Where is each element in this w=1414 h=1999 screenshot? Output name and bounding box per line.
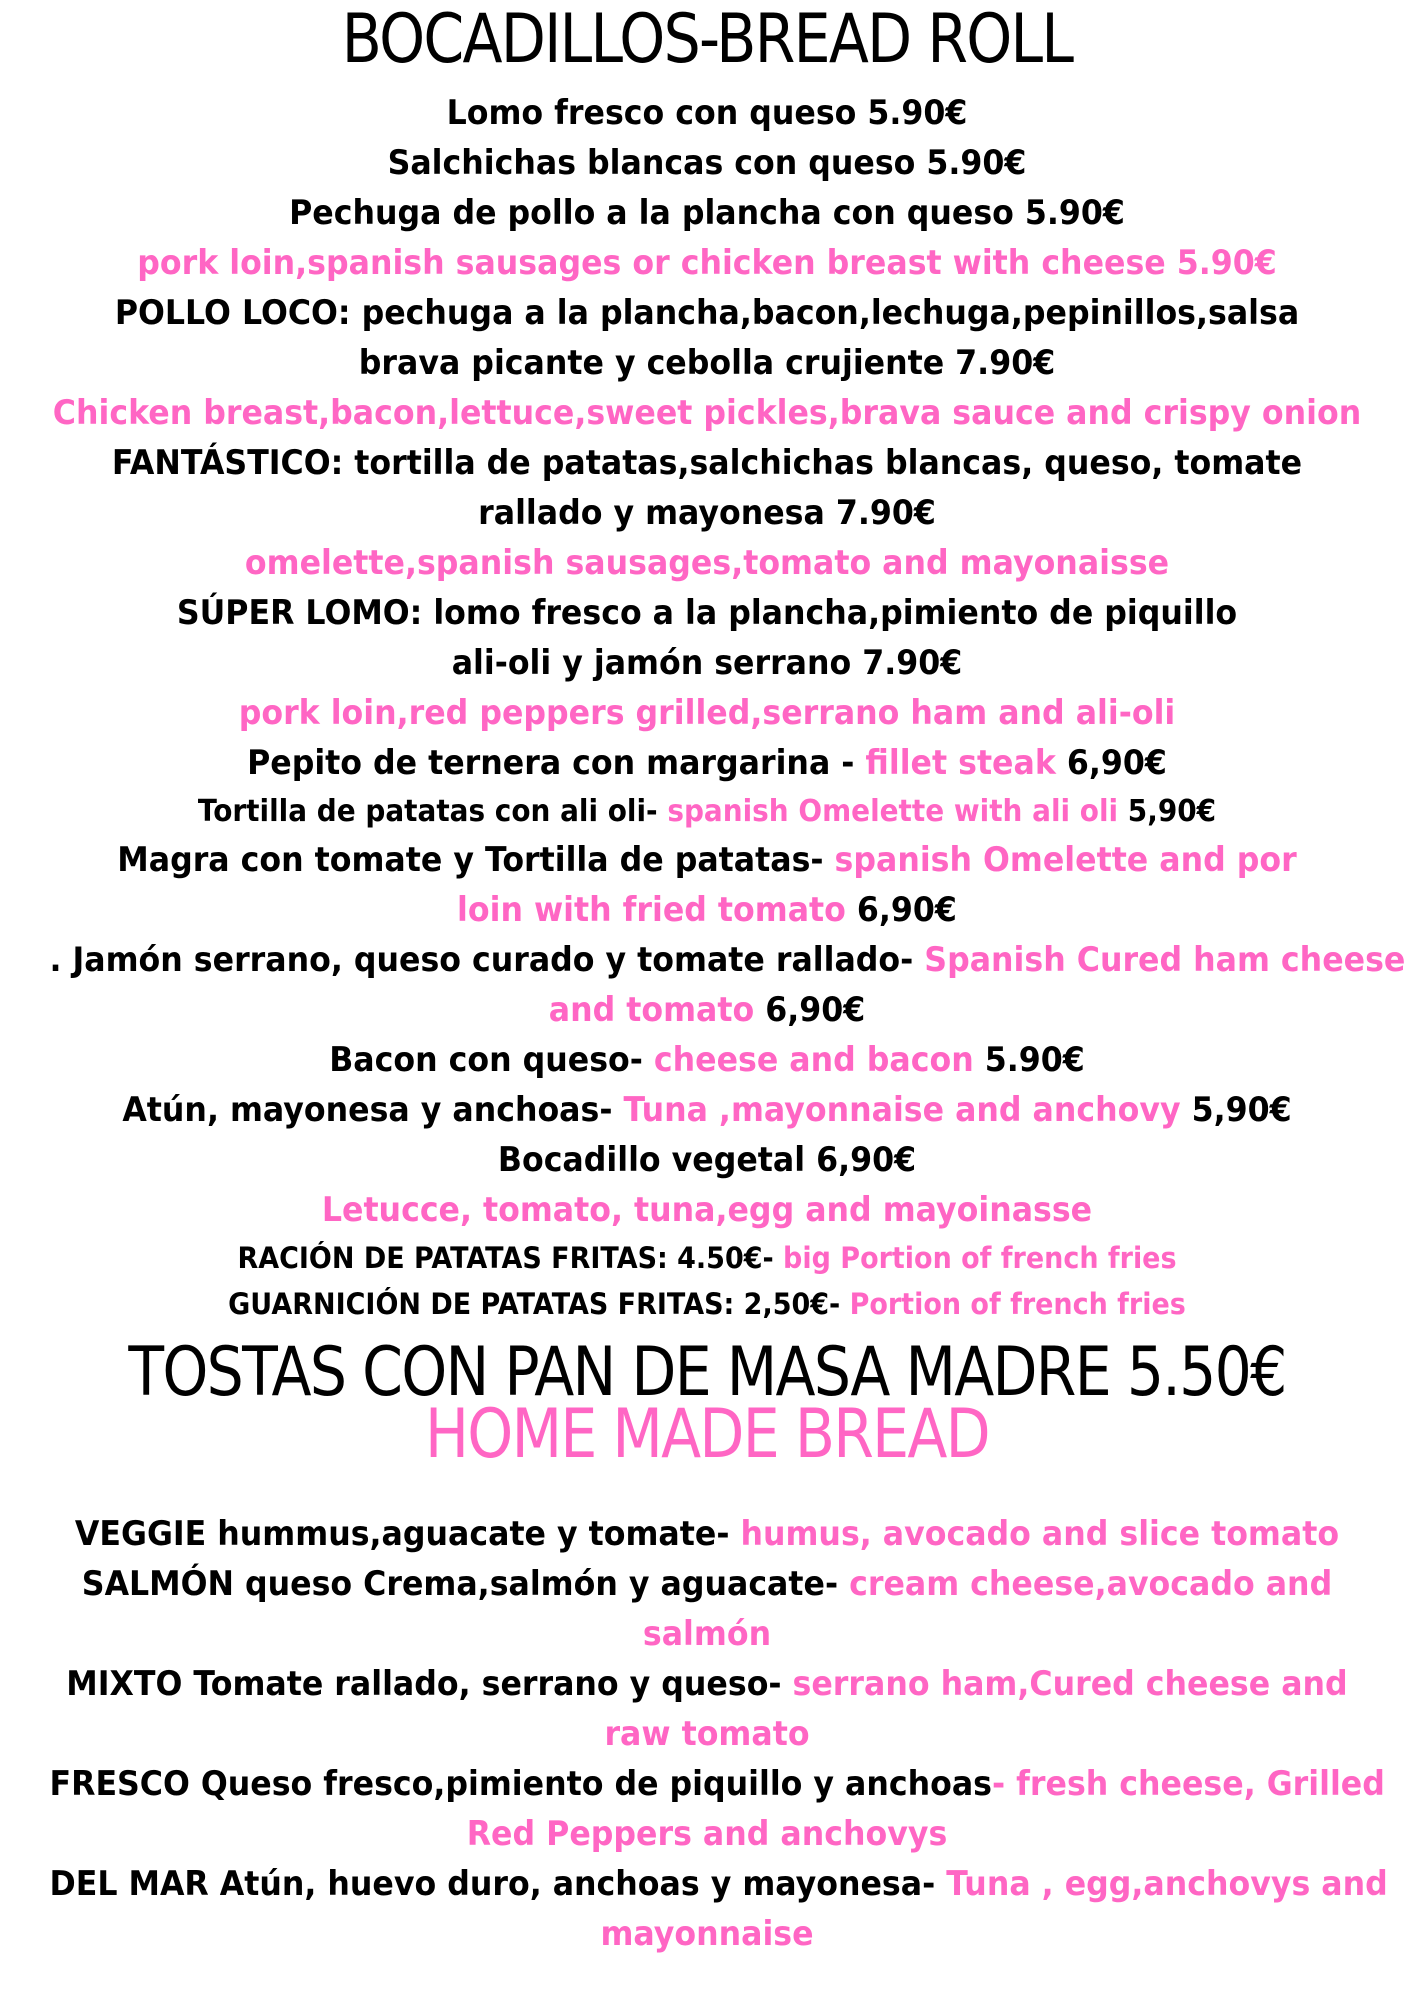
menu-line xyxy=(49,985,1364,1035)
menu-line xyxy=(49,588,1364,638)
english-text: loin with fried tomato xyxy=(457,890,846,930)
english-text: Chicken breast,bacon,lettuce,sweet pickles,brava sauce and crispy onion xyxy=(52,393,1362,433)
spanish-text: GUARNICIÓN DE PATATAS FRITAS: 2,50€- xyxy=(228,1287,850,1321)
menu-line xyxy=(49,1135,1364,1185)
english-text: serrano ham,Cured cheese and xyxy=(792,1664,1348,1704)
spanish-text: Pepito de ternera con margarina - xyxy=(247,743,866,783)
spanish-text: Magra con tomate y Tortilla de patatas- xyxy=(117,840,835,880)
price-text: 6,90€ xyxy=(845,890,957,930)
english-text: salmón xyxy=(642,1614,772,1654)
spanish-text: RACIÓN DE PATATAS FRITAS: 4.50€- xyxy=(237,1241,784,1275)
spanish-text: MIXTO Tomate rallado, serrano y queso- xyxy=(66,1664,793,1704)
menu-line xyxy=(49,1709,1364,1759)
english-text: omelette,spanish sausages,tomato and mayonaisse xyxy=(244,543,1170,583)
spanish-text: Lomo fresco con queso 5.90€ xyxy=(446,93,968,133)
english-text: Tuna ,mayonnaise and anchovy xyxy=(623,1090,1181,1130)
menu-line xyxy=(49,438,1364,488)
spanish-text: SALMÓN queso Crema,salmón y aguacate- xyxy=(81,1564,850,1604)
menu-line xyxy=(49,238,1364,288)
menu-line xyxy=(49,835,1364,885)
menu-line xyxy=(49,1809,1364,1859)
english-text: Portion of french fries xyxy=(849,1287,1186,1321)
english-text: mayonnaise xyxy=(600,1914,814,1954)
menu-line xyxy=(49,188,1364,238)
spanish-text: Salchichas blancas con queso 5.90€ xyxy=(387,143,1027,183)
bocadillos-list xyxy=(0,88,1414,1327)
english-text: Letucce, tomato, tuna,egg and mayoinasse xyxy=(321,1190,1093,1230)
menu-line xyxy=(49,738,1364,788)
spanish-text: Pechuga de pollo a la plancha con queso 5.90€ xyxy=(289,193,1125,233)
english-text: big Portion of french fries xyxy=(783,1241,1177,1275)
spanish-text: FANTÁSTICO: tortilla de patatas,salchichas blancas, queso, tomate xyxy=(111,443,1303,483)
spanish-text: ali-oli y jamón serrano 7.90€ xyxy=(451,643,963,683)
english-text: pork loin,spanish sausages or chicken breast with cheese 5.90€ xyxy=(137,243,1277,283)
tostas-title: TOSTAS CON PAN DE MASA MADRE 5.50€ xyxy=(128,1333,1286,1412)
menu-line xyxy=(49,1509,1364,1559)
menu-line xyxy=(49,538,1364,588)
spanish-text: Atún, mayonesa y anchoas- xyxy=(122,1090,624,1130)
spanish-text: FRESCO Queso fresco,pimiento de piquillo y anchoas xyxy=(49,1764,993,1804)
menu-line xyxy=(49,1659,1364,1709)
spanish-text: . Jamón serrano, queso curado y tomate rallado- xyxy=(49,940,925,980)
english-text: Spanish Cured ham cheese xyxy=(924,940,1406,980)
spanish-text: POLLO LOCO: pechuga a la plancha,bacon,lechuga,pepinillos,salsa xyxy=(114,293,1300,333)
menu-line xyxy=(49,1859,1388,1909)
tostas-list xyxy=(0,1509,1414,1959)
spanish-text: rallado y mayonesa 7.90€ xyxy=(478,493,936,533)
spanish-text: Bacon con queso- xyxy=(329,1040,654,1080)
price-text: 5,90€ xyxy=(1118,794,1217,829)
menu-line xyxy=(49,1281,1364,1327)
menu-line xyxy=(49,488,1364,538)
menu-line xyxy=(49,688,1364,738)
english-text: raw tomato xyxy=(604,1714,810,1754)
english-text: fillet steak xyxy=(865,743,1056,783)
price-text: 6,90€ xyxy=(1055,743,1167,783)
menu-line xyxy=(49,1609,1364,1659)
spanish-text: Tortilla de patatas con ali oli- xyxy=(197,794,668,829)
english-text: spanish Omelette and por xyxy=(834,840,1297,880)
menu-line xyxy=(49,935,1406,985)
menu-line xyxy=(49,788,1364,835)
english-text: cheese and bacon xyxy=(653,1040,974,1080)
english-text: Red Peppers and anchovys xyxy=(466,1814,948,1854)
spanish-text: Bocadillo vegetal 6,90€ xyxy=(497,1140,917,1180)
english-text: cream cheese,avocado and xyxy=(849,1564,1333,1604)
tostas-subtitle: HOME MADE BREAD xyxy=(425,1395,989,1474)
menu-line xyxy=(49,885,1364,935)
english-text: humus, avocado and slice tomato xyxy=(740,1514,1340,1554)
english-text: and tomato xyxy=(548,990,755,1030)
price-text: 6,90€ xyxy=(754,990,866,1030)
menu-line xyxy=(49,88,1364,138)
price-text: 5,90€ xyxy=(1180,1090,1292,1130)
english-text: spanish Omelette with ali oli xyxy=(667,794,1119,829)
menu-line xyxy=(49,1035,1364,1085)
bocadillos-title: BOCADILLOS-BREAD ROLL xyxy=(341,0,1073,79)
menu-line xyxy=(49,1235,1364,1281)
english-text: pork loin,red peppers grilled,serrano ham and ali-oli xyxy=(238,693,1176,733)
menu-line xyxy=(49,1085,1364,1135)
spanish-text: SÚPER LOMO: lomo fresco a la plancha,pimiento de piquillo xyxy=(176,593,1238,633)
price-text: 5.90€ xyxy=(973,1040,1085,1080)
spanish-text: DEL MAR Atún, huevo duro, anchoas y mayonesa- xyxy=(49,1864,947,1904)
spanish-text: VEGGIE hummus,aguacate y tomate- xyxy=(74,1514,741,1554)
menu-line xyxy=(49,138,1364,188)
menu-line xyxy=(49,1185,1364,1235)
menu-line xyxy=(49,638,1364,688)
english-text: Tuna , egg,anchovys and xyxy=(946,1864,1388,1904)
menu-line xyxy=(49,288,1364,338)
menu-line xyxy=(49,1909,1364,1959)
menu-line xyxy=(49,338,1364,388)
menu-line xyxy=(49,1559,1364,1609)
menu-line xyxy=(49,1759,1385,1809)
spanish-text: brava picante y cebolla crujiente 7.90€ xyxy=(358,343,1056,383)
english-text: - fresh cheese, Grilled xyxy=(992,1764,1385,1804)
menu-line xyxy=(49,388,1364,438)
